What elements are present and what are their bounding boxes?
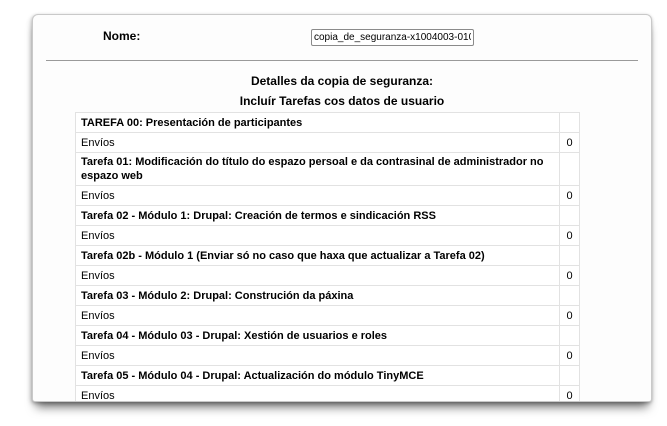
- task-title-row: [76, 153, 580, 186]
- backup-details-heading: Detalles da copia de seguranza:: [250, 74, 434, 88]
- submissions-label: Envíos: [76, 266, 560, 286]
- task-title: Tarefa 01: Modificación do título do espazo persoal e da contrasinal de administrador no espazo web: [76, 153, 560, 186]
- task-title-value-spacer: [560, 206, 580, 226]
- submissions-value: 0: [560, 266, 580, 286]
- task-title: Tarefa 04 - Módulo 03 - Drupal: Xestión de usuarios e roles: [76, 326, 560, 346]
- submissions-value: 0: [560, 133, 580, 153]
- submissions-label: Envíos: [76, 226, 560, 246]
- submissions-row: [76, 186, 580, 206]
- submissions-label: Envíos: [76, 186, 560, 206]
- submissions-row: [76, 226, 580, 246]
- task-title-value-spacer: [560, 366, 580, 386]
- task-title: TAREFA 00: Presentación de participantes: [76, 113, 560, 133]
- submissions-value: 0: [560, 346, 580, 366]
- task-title-row: [76, 246, 580, 266]
- task-title-row: [76, 113, 580, 133]
- backup-tasks-table: [75, 112, 580, 402]
- task-title-value-spacer: [560, 113, 580, 133]
- backup-details-window: [32, 14, 652, 402]
- submissions-row: [76, 386, 580, 403]
- task-title-row: [76, 366, 580, 386]
- backup-name-label: Nome:: [103, 29, 141, 43]
- backup-name-input[interactable]: [311, 29, 474, 46]
- submissions-row: [76, 266, 580, 286]
- task-title-row: [76, 286, 580, 306]
- task-title-row: [76, 206, 580, 226]
- task-title: Tarefa 03 - Módulo 2: Drupal: Construción da páxina: [76, 286, 560, 306]
- submissions-row: [76, 133, 580, 153]
- backup-name-row: [33, 15, 651, 60]
- submissions-value: 0: [560, 386, 580, 403]
- task-title-value-spacer: [560, 246, 580, 266]
- submissions-value: 0: [560, 186, 580, 206]
- task-title-value-spacer: [560, 153, 580, 186]
- include-tasks-subheading: Incluír Tarefas cos datos de usuario: [239, 94, 445, 108]
- task-title-value-spacer: [560, 326, 580, 346]
- submissions-value: 0: [560, 226, 580, 246]
- submissions-row: [76, 306, 580, 326]
- task-title: Tarefa 05 - Módulo 04 - Drupal: Actualización do módulo TinyMCE: [76, 366, 560, 386]
- submissions-label: Envíos: [76, 306, 560, 326]
- submissions-label: Envíos: [76, 133, 560, 153]
- form-divider: [46, 60, 638, 61]
- task-title: Tarefa 02 - Módulo 1: Drupal: Creación de termos e sindicación RSS: [76, 206, 560, 226]
- task-title: Tarefa 02b - Módulo 1 (Enviar só no caso que haxa que actualizar a Tarefa 02): [76, 246, 560, 266]
- submissions-row: [76, 346, 580, 366]
- submissions-label: Envíos: [76, 386, 560, 403]
- task-title-value-spacer: [560, 286, 580, 306]
- task-title-row: [76, 326, 580, 346]
- submissions-value: 0: [560, 306, 580, 326]
- submissions-label: Envíos: [76, 346, 560, 366]
